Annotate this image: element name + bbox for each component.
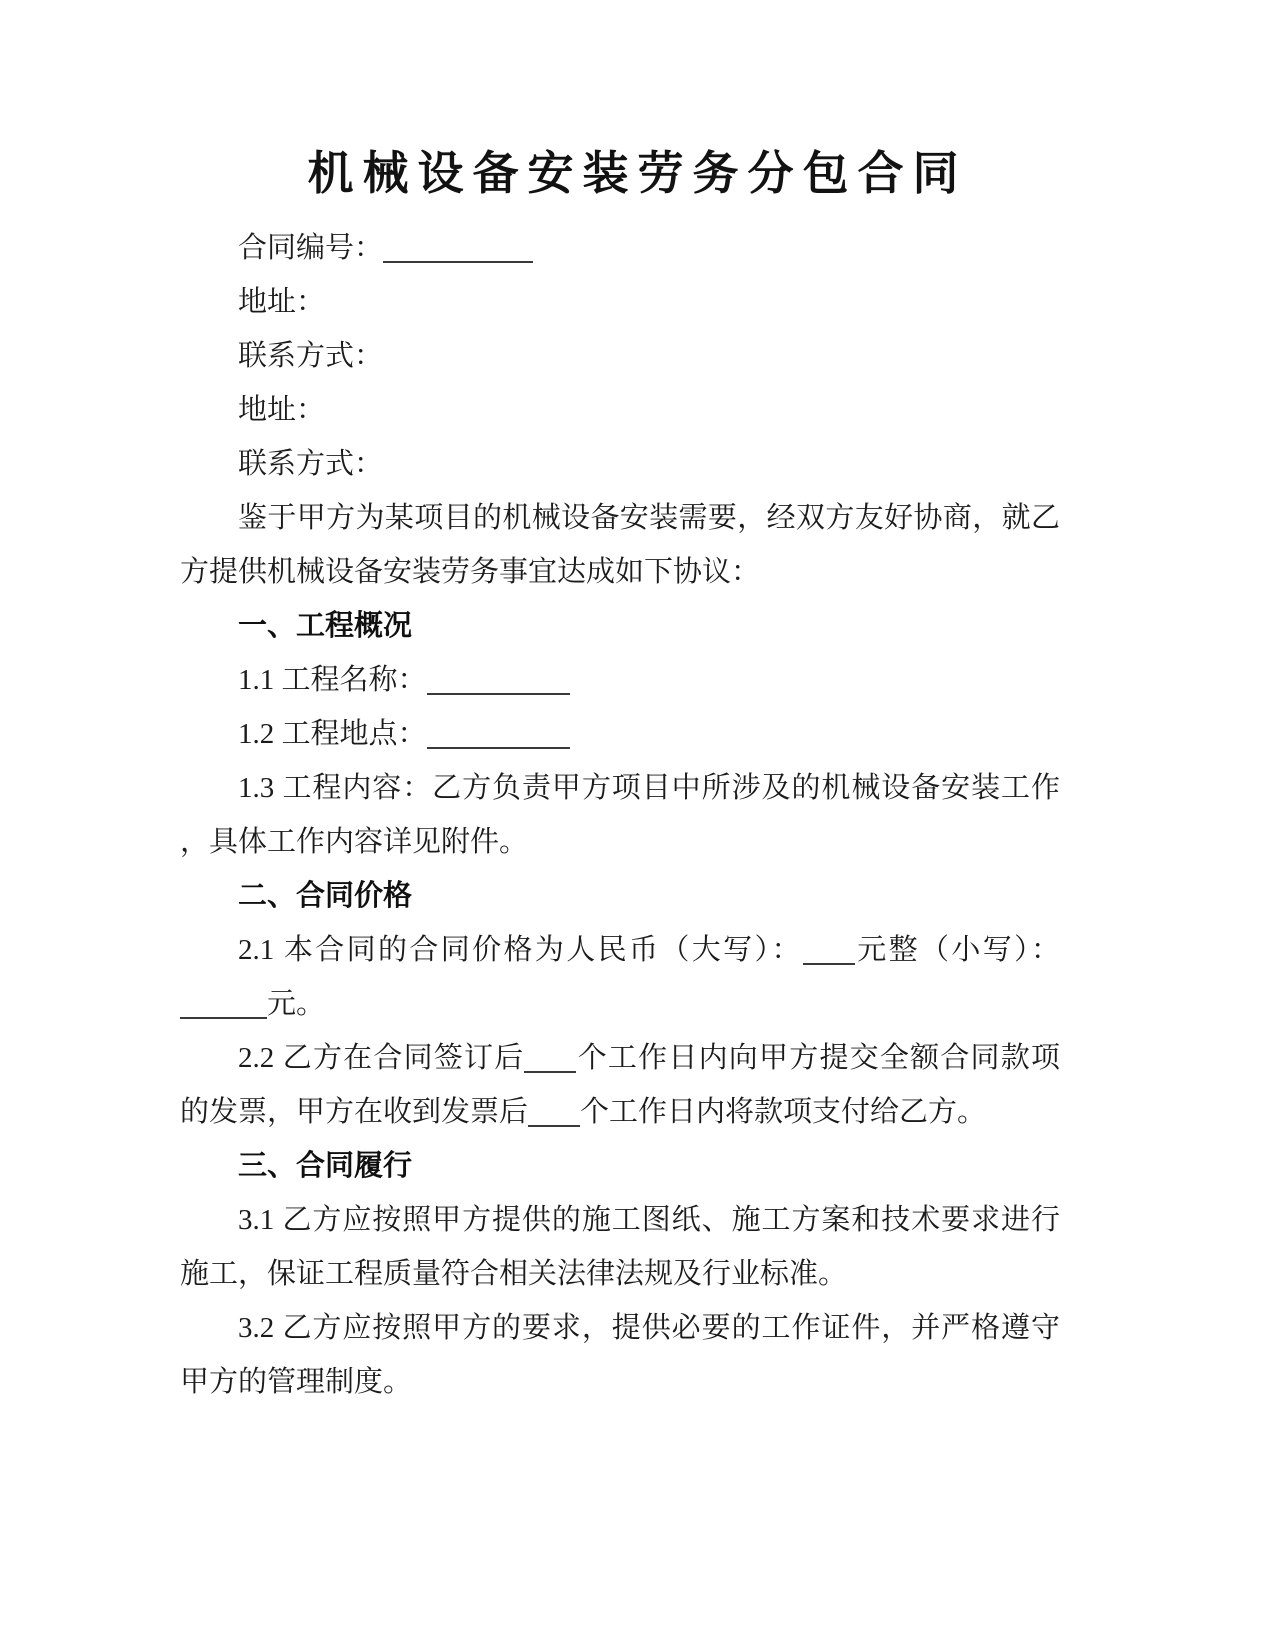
text-run: 2.2 乙方在合同签订后: [238, 1042, 525, 1074]
clause-continuation-line: [180, 1355, 1060, 1409]
section-heading: [180, 869, 1060, 923]
clause-continuation-line: [180, 977, 1060, 1031]
field-line: [180, 383, 1060, 437]
clause-first-line: [180, 707, 1060, 761]
field-line: [180, 275, 1060, 329]
text-run: 1.3 工程内容：乙方负责甲方项目中所涉及的机械设备安装工作: [238, 772, 1060, 804]
text-run: 个工作日内向甲方提交全额合同款项: [576, 1042, 1060, 1074]
field-line: [180, 221, 1060, 275]
fill-in-blank: [180, 993, 267, 1019]
text-run: 2.1 本合同的合同价格为人民币（大写）：: [238, 934, 803, 966]
text-run: 3.2 乙方应按照甲方的要求，提供必要的工作证件，并严格遵守: [238, 1312, 1060, 1344]
fill-in-blank: [528, 1101, 580, 1127]
clause-first-line: [180, 1193, 1060, 1247]
fill-in-blank: [383, 237, 533, 263]
text-run: 鉴于甲方为某项目的机械设备安装需要，经双方友好协商，就乙: [238, 502, 1060, 534]
text-run: 个工作日内将款项支付给乙方。: [580, 1096, 987, 1128]
text-run: 施工，保证工程质量符合相关法律法规及行业标准。: [180, 1258, 848, 1290]
text-run: 甲方的管理制度。: [180, 1366, 413, 1398]
fill-in-blank: [427, 723, 570, 749]
text-run: 联系方式：: [238, 340, 384, 372]
text-run: 的发票，甲方在收到发票后: [180, 1096, 529, 1128]
text-run: 三、合同履行: [238, 1150, 413, 1182]
clause-continuation-line: [180, 1247, 1060, 1301]
text-run: 二、合同价格: [238, 880, 413, 912]
text-run: 地址：: [238, 286, 326, 318]
section-heading: [180, 1139, 1060, 1193]
fill-in-blank: [803, 939, 855, 965]
contract-body: [180, 221, 1060, 1409]
clause-first-line: [180, 1031, 1060, 1085]
clause-first-line: [180, 923, 1060, 977]
text-run: 联系方式：: [238, 448, 384, 480]
text-run: ，具体工作内容详见附件。: [180, 826, 529, 858]
clause-first-line: [180, 761, 1060, 815]
section-heading: [180, 599, 1060, 653]
text-run: 一、工程概况: [238, 610, 413, 642]
text-run: 1.2 工程地点：: [238, 718, 427, 750]
text-run: 地址：: [238, 394, 326, 426]
clause-first-line: [180, 491, 1060, 545]
text-run: 元整（小写）：: [854, 934, 1060, 966]
field-line: [180, 329, 1060, 383]
text-run: 元。: [267, 988, 326, 1020]
fill-in-blank: [524, 1047, 576, 1073]
text-run: 3.1 乙方应按照甲方提供的施工图纸、施工方案和技术要求进行: [238, 1204, 1060, 1236]
clause-continuation-line: [180, 1085, 1060, 1139]
text-run: 1.1 工程名称：: [238, 664, 427, 696]
field-line: [180, 437, 1060, 491]
fill-in-blank: [427, 669, 570, 695]
text-run: 合同编号：: [238, 232, 384, 264]
document-title: 机械设备安装劳务分包合同: [307, 147, 968, 199]
text-run: 方提供机械设备安装劳务事宜达成如下协议：: [180, 556, 761, 588]
clause-continuation-line: [180, 545, 1060, 599]
clause-first-line: [180, 1301, 1060, 1355]
clause-first-line: [180, 653, 1060, 707]
clause-continuation-line: [180, 815, 1060, 869]
